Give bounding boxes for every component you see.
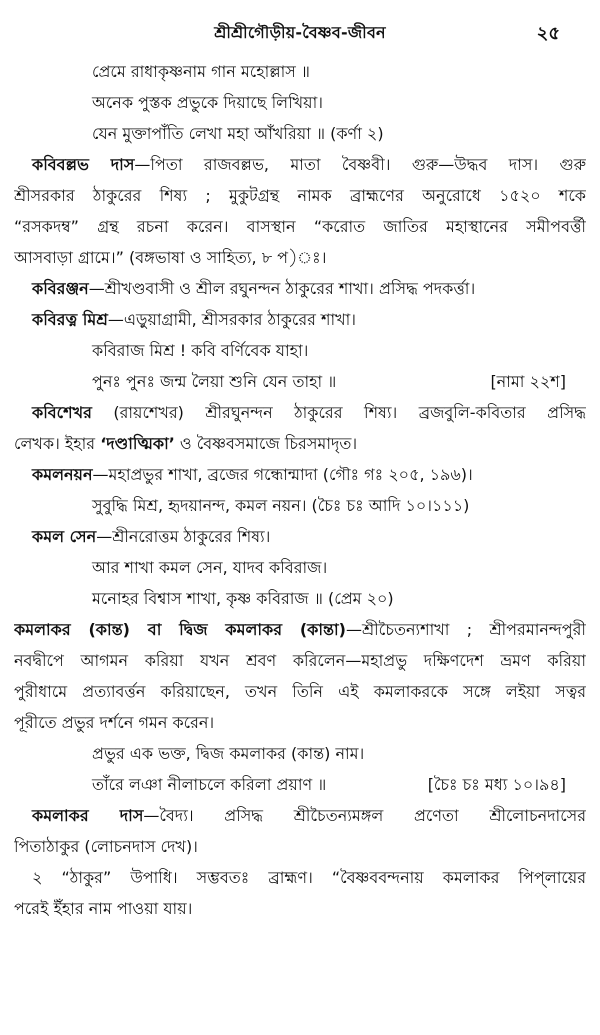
entry-headword: কমলনয়ন xyxy=(32,465,93,484)
entry-headword: কবিবল্লভ দাস xyxy=(32,155,135,174)
verse-reference: [নামা ২২শ] xyxy=(490,372,566,391)
entry-text-line: নবদ্বীপে আগমন করিয়া যখন শ্রবণ করিলেন—মহাপ্রভু দক্ষিণদেশ ভ্রমণ করিয়া xyxy=(14,651,586,670)
entry-text-line: আসবাড়া গ্রামে।” (বঙ্গভাষা ও সাহিত্য, ৮ প)ঃ। xyxy=(14,248,327,267)
entry-text-line: “রসকদম্ব” গ্রন্থ রচনা করেন। বাসস্থান “করোত জাতির মহাস্থানের সমীপবর্ত্তী xyxy=(14,217,586,236)
verse-line: সুবুদ্ধি মিশ্র, হৃদয়ানন্দ, কমল নয়ন। (চৈঃ চঃ আদি ১০।১১১) xyxy=(92,496,470,515)
entry-kamal-sen-line xyxy=(14,521,586,552)
verse-line: যেন মুক্তাপাঁতি লেখা মহা আঁখরিয়া ॥ (কর্ণা ২) xyxy=(92,124,384,143)
entry-headword: কমল সেন xyxy=(32,527,97,546)
page-number: ২৫ xyxy=(536,23,560,44)
entry-text: —এড়ুয়াগ্রামী, শ্রীসরকার ঠাকুরের শাখা। xyxy=(107,310,357,329)
entry-kabiratna-line xyxy=(14,304,586,335)
entry-text: —মহাপ্রভুর শাখা, ব্রজের গন্ধোন্মাদা (গৌঃ গঃ ২০৫, ১৯৬)। xyxy=(92,465,473,484)
page-header xyxy=(14,0,586,56)
entry-text-line: শ্রীসরকার ঠাকুরের শিষ্য ; মুকুটগ্রন্থ নামক ব্রাহ্মণের অনুরোধে ১৫২০ শকে xyxy=(14,186,586,205)
entry-kabiranjan-line xyxy=(14,273,586,304)
verse-line: অনেক পুস্তক প্রভুকে দিয়াছে লিখিয়া। xyxy=(92,93,323,112)
entry-kamalakar-line xyxy=(14,614,586,645)
entry-kabiballabh-line xyxy=(14,149,586,180)
entry-kabishekhar-line xyxy=(14,397,586,428)
entry-headword: কমলাকর দাস xyxy=(32,806,144,825)
verse-line-with-ref xyxy=(14,366,586,397)
entry-headword: কমলাকর (কান্ত) বা দ্বিজ কমলাকর (কান্তা) xyxy=(14,620,346,639)
verse-line: প্রেমে রাধাকৃষ্ণনাম গান মহোল্লাস ॥ xyxy=(92,62,310,81)
entry-headword: কবিশেখর xyxy=(32,403,92,422)
verse-reference: [চৈঃ চঃ মধ্য ১০।৯৪] xyxy=(427,775,566,794)
entry-text: লেখক। ইহার xyxy=(14,434,101,453)
entry-book-title: ‘দণ্ডাত্মিকা’ xyxy=(100,434,175,453)
entry-headword: কবিরত্ন মিশ্র xyxy=(32,310,108,329)
verse-line: কবিরাজ মিশ্র ! কবি বর্ণিবেক যাহা। xyxy=(92,341,309,360)
entry-text-line: পিতাঠাকুর (লোচনদাস দেখ)। xyxy=(14,837,198,856)
verse-line: আর শাখা কমল সেন, যাদব কবিরাজ। xyxy=(92,558,328,577)
entry-text: —শ্রীখণ্ডবাসী ও শ্রীল রঘুনন্দন ঠাকুরের শাখা। প্রসিদ্ধ পদকর্ত্তা। xyxy=(88,279,476,298)
entry-kamalakar-das-line xyxy=(14,800,586,831)
entry-text: (রায়শেখর) শ্রীরঘুনন্দন ঠাকুরের শিষ্য। ব্রজবুলি-কবিতার প্রসিদ্ধ xyxy=(91,403,586,422)
entry-text: ও বৈষ্ণবসমাজে চিরসমাদৃত। xyxy=(174,434,358,453)
verse-line-with-ref xyxy=(14,769,586,800)
verse-text: তাঁরে লঞা নীলাচলে করিলা প্রয়াণ ॥ xyxy=(92,775,327,794)
entry-text-line: পুরীধামে প্রত্যাবর্ত্তন করিয়াছেন, তখন তিনি এই কমলাকরকে সঙ্গে লইয়া সত্বর xyxy=(14,682,586,701)
entry-text-line: পূরীতে প্রভুর দর্শনে গমন করেন। xyxy=(14,713,215,732)
verse-text: পুনঃ পুনঃ জন্ম লৈয়া শুনি যেন তাহা ॥ xyxy=(92,372,337,391)
entry-headword: কবিরঞ্জন xyxy=(32,279,89,298)
entry-text-line: পরেই ইঁহার নাম পাওয়া যায়। xyxy=(14,899,193,918)
entry-text: —শ্রীচৈতন্যশাখা ; শ্রীপরমানন্দপুরী xyxy=(345,620,586,639)
running-title: শ্রীশ্রীগৌড়ীয়-বৈষ্ণব-জীবন xyxy=(214,23,386,42)
verse-line: প্রভুর এক ভক্ত, দ্বিজ কমলাকর (কান্ত) নাম। xyxy=(92,744,365,763)
entry-text-line xyxy=(14,428,586,459)
entry-text: —পিতা রাজবল্লভ, মাতা বৈষ্ণবী। গুরু—উদ্ধব দাস। গুরু xyxy=(134,155,586,174)
entry-text: —শ্রীনরোত্তম ঠাকুরের শিষ্য। xyxy=(96,527,271,546)
entry-kamalnayan-line xyxy=(14,459,586,490)
entry-note-line: ২ “ঠাকুর” উপাধি। সম্ভবতঃ ব্রাহ্মণ। “বৈষ্ণববন্দনায় কমলাকর পিপ্‌লায়ের xyxy=(32,868,586,887)
entry-text: —বৈদ্য। প্রসিদ্ধ শ্রীচৈতন্যমঙ্গল প্রণেতা শ্রীলোচনদাসের xyxy=(143,806,586,825)
page-body xyxy=(14,56,586,924)
verse-line: মনোহর বিশ্বাস শাখা, কৃষ্ণ কবিরাজ ॥ (প্রেম ২০) xyxy=(92,589,394,608)
